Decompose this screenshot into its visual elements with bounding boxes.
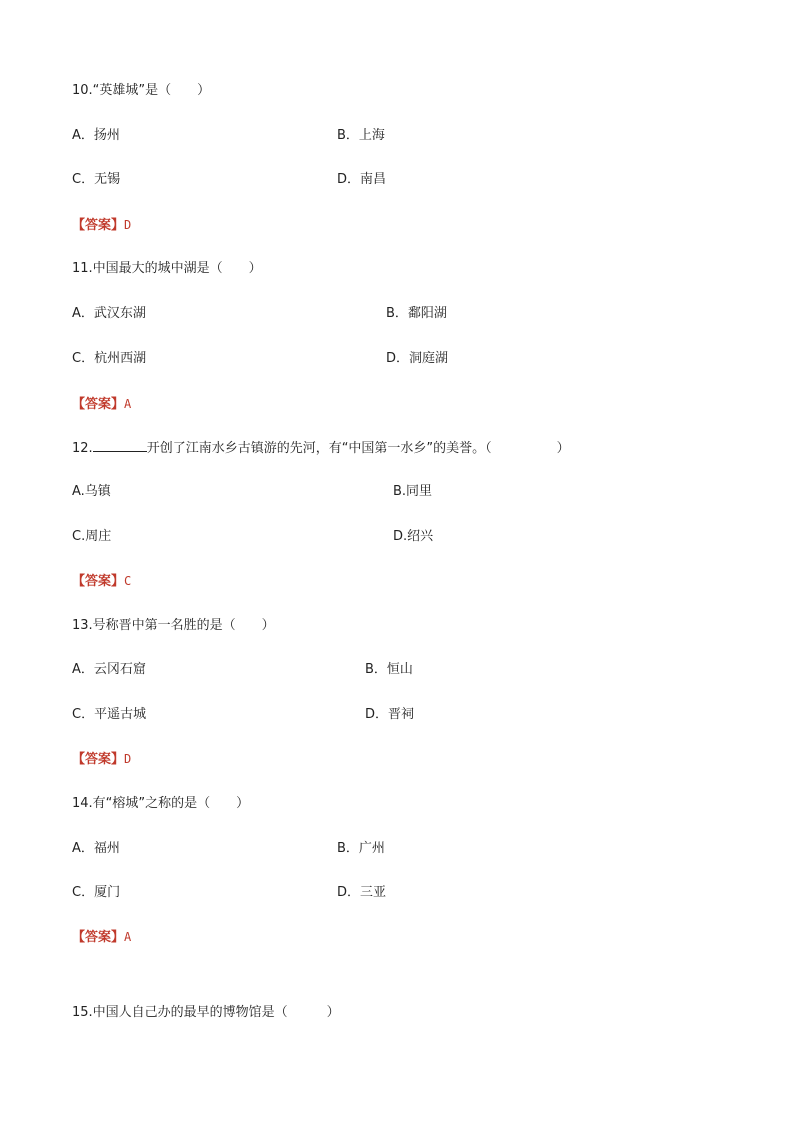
question-14-stem: 14.有“榕城”之称的是（ ） (72, 796, 250, 811)
answer-label: 【答案】 (72, 574, 125, 589)
question-10-option-d: D．南昌 (337, 172, 387, 187)
question-13-option-c: C．平遥古城 (72, 707, 147, 722)
answer-label: 【答案】 (72, 218, 125, 233)
question-10-answer (72, 216, 131, 235)
question-11-option-d: D．洞庭湖 (386, 351, 449, 366)
question-14-option-c: C．厦门 (72, 885, 121, 900)
question-11-answer (72, 395, 131, 414)
question-12-option-b: B.同里 (393, 484, 433, 499)
question-13-option-a: A．云冈石窟 (72, 662, 146, 677)
question-12-answer (72, 572, 131, 591)
question-13-answer (72, 750, 131, 769)
question-15-stem: 15.中国人自己办的最早的博物馆是（ ） (72, 1005, 340, 1020)
question-14-answer (72, 928, 131, 947)
answer-value: C (124, 574, 132, 588)
question-11-option-c: C．杭州西湖 (72, 351, 147, 366)
question-10-option-c: C．无锡 (72, 172, 121, 187)
question-12-stem (72, 439, 570, 458)
question-10-option-a: A．扬州 (72, 128, 120, 143)
question-12-option-a: A.乌镇 (72, 484, 111, 499)
fill-in-blank (93, 439, 147, 452)
answer-value: D (124, 752, 132, 766)
answer-label: 【答案】 (72, 397, 125, 412)
question-10-stem: 10.“英雄城”是（ ） (72, 83, 211, 98)
question-13-stem: 13.号称晋中第一名胜的是（ ） (72, 618, 275, 633)
question-14-option-b: B．广州 (337, 841, 385, 856)
question-11-option-b: B．鄱阳湖 (386, 306, 447, 321)
question-12-option-c: C.周庄 (72, 529, 112, 544)
question-10-option-b: B．上海 (337, 128, 385, 143)
question-14-option-d: D．三亚 (337, 885, 387, 900)
answer-value: A (124, 397, 132, 411)
question-12-text: 开创了江南水乡古镇游的先河，有“中国第一水乡”的美誉。（ ） (146, 441, 570, 456)
answer-label: 【答案】 (72, 930, 125, 945)
question-14-option-a: A．福州 (72, 841, 120, 856)
question-12-option-d: D.绍兴 (393, 529, 434, 544)
question-12-number: 12. (72, 441, 93, 456)
question-13-option-d: D．晋祠 (365, 707, 415, 722)
question-11-option-a: A．武汉东湖 (72, 306, 146, 321)
question-11-stem: 11.中国最大的城中湖是（ ） (72, 261, 262, 276)
answer-label: 【答案】 (72, 752, 125, 767)
question-13-option-b: B．恒山 (365, 662, 413, 677)
answer-value: D (124, 218, 132, 232)
answer-value: A (124, 930, 132, 944)
